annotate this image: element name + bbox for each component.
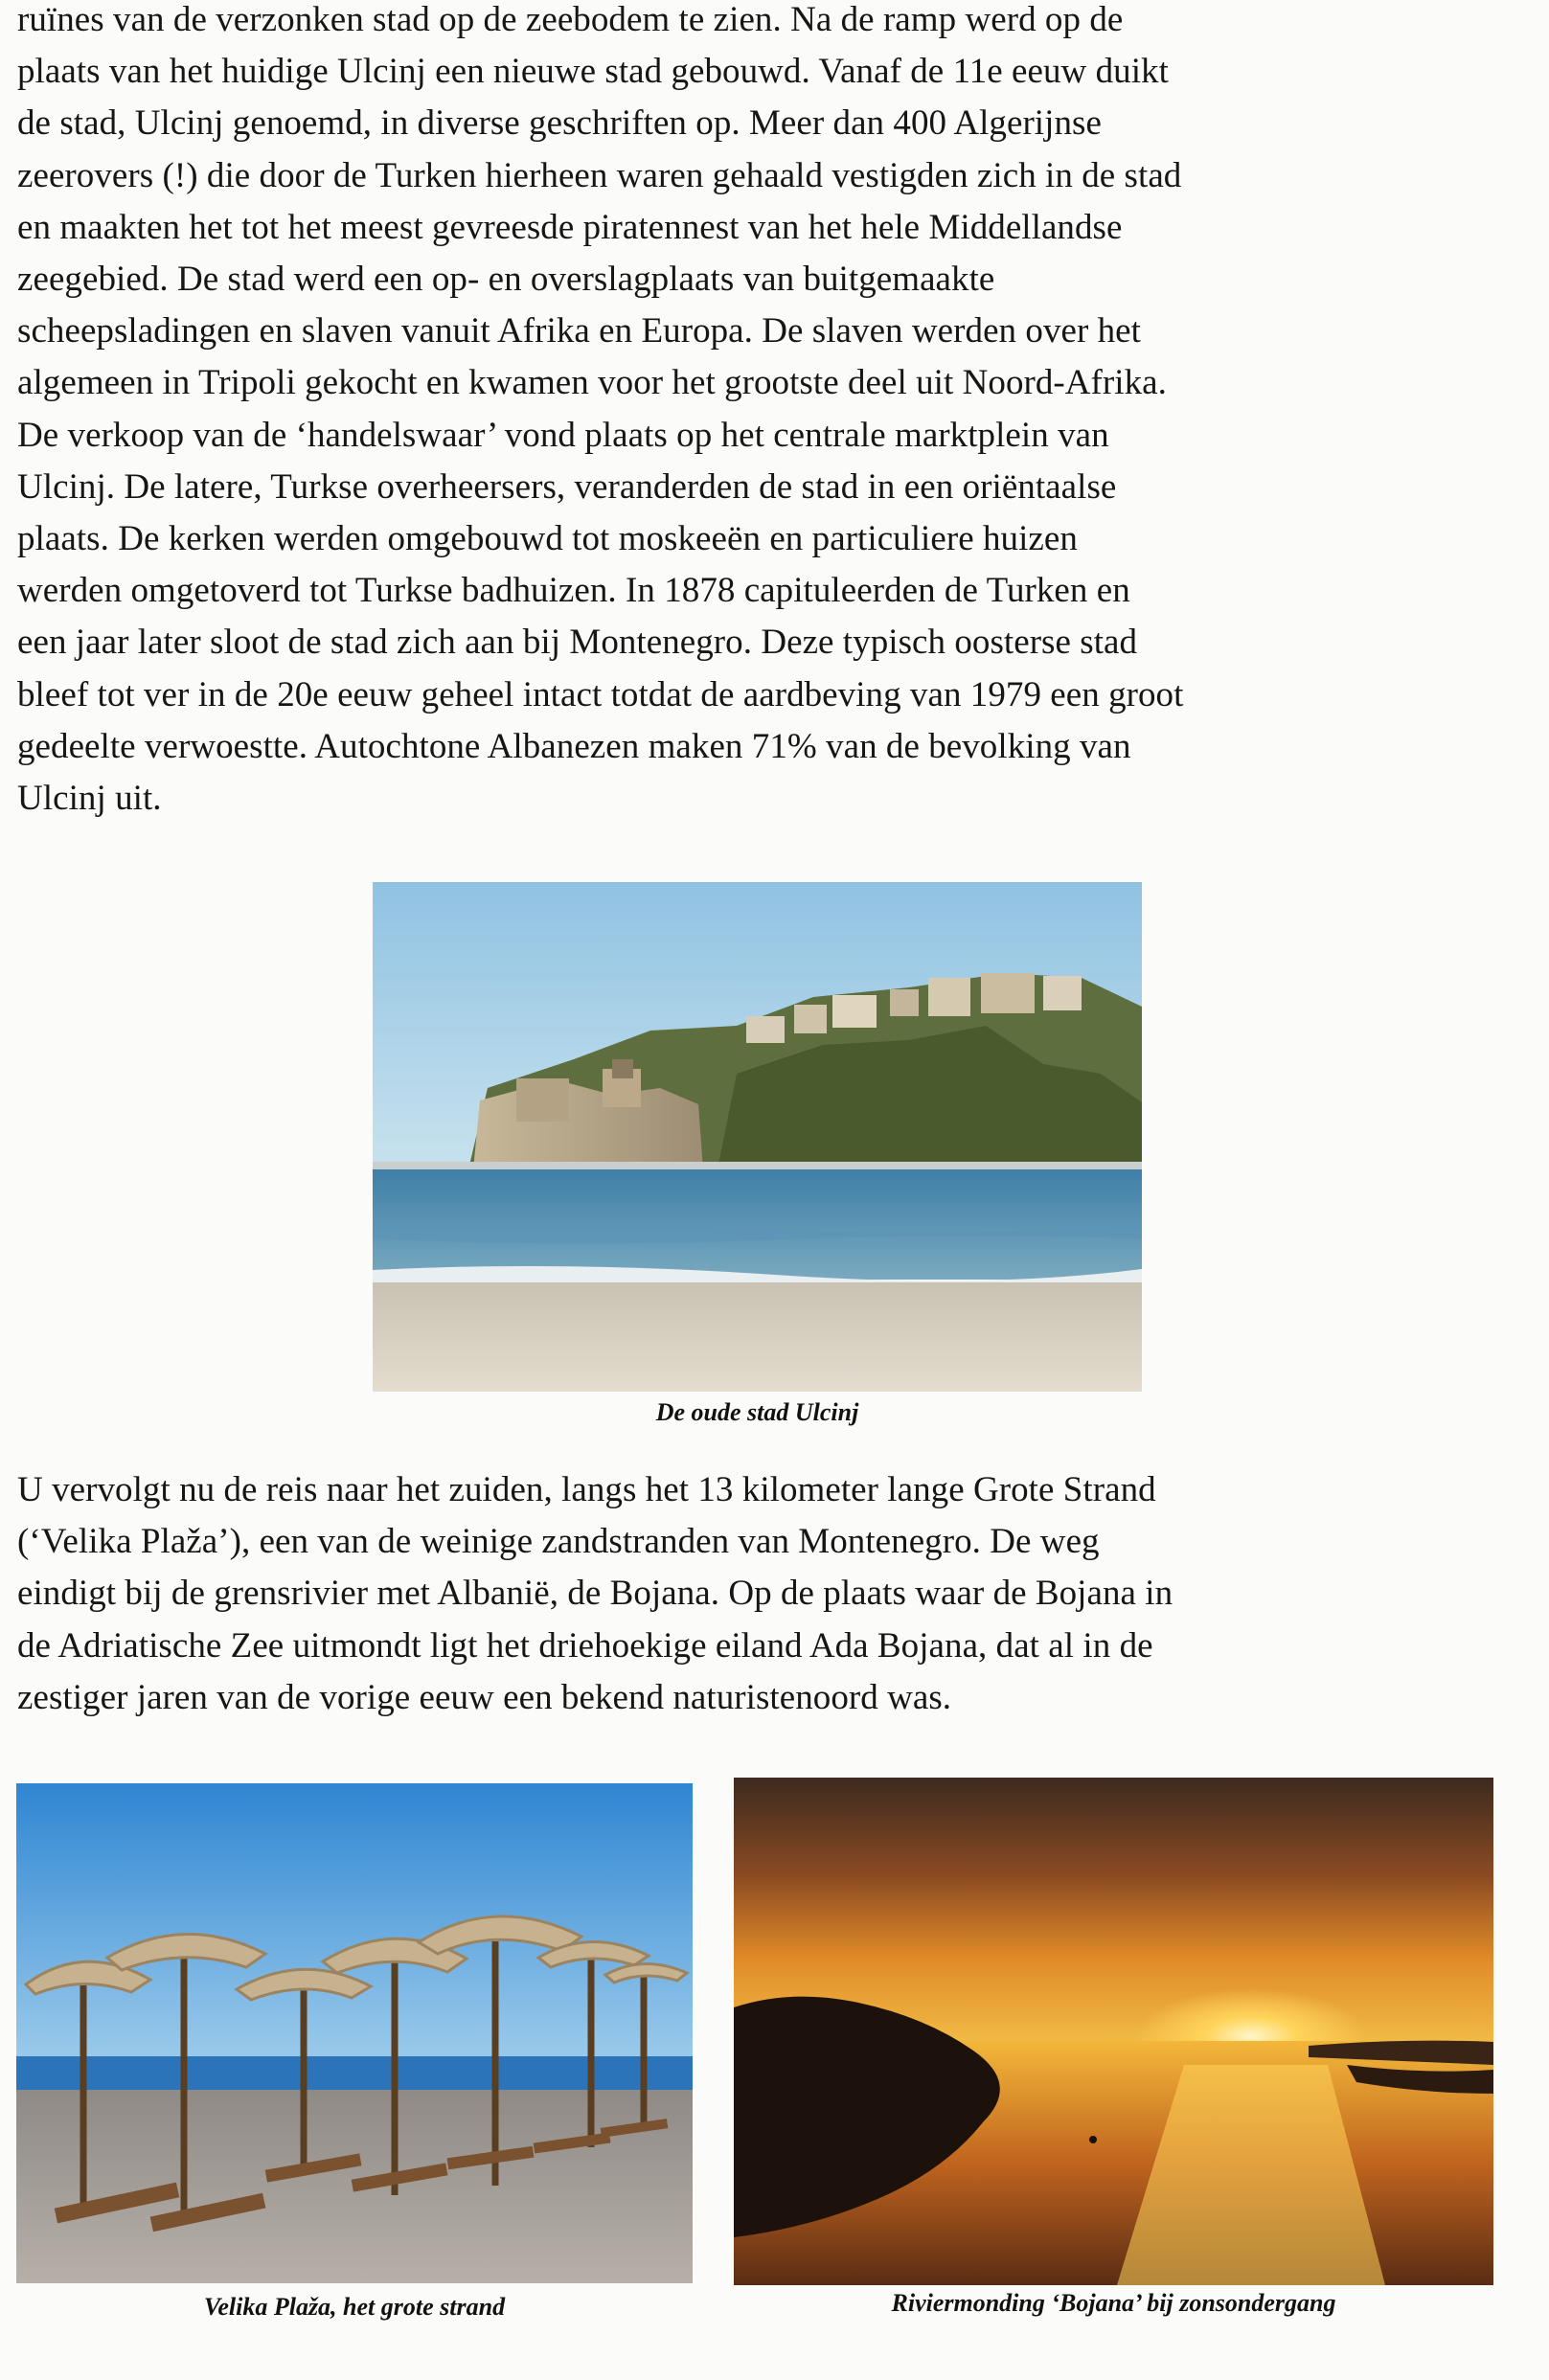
sunset-photo-caption: Riviermonding ‘Bojana’ bij zonsondergang: [891, 2289, 1336, 2317]
ulcinj-old-town-photo: [373, 882, 1142, 1392]
text-line: zeerovers (!) die door de Turken hierheen waren gehaald vestigden zich in de stad: [17, 155, 1182, 195]
text-line: scheepsladingen en slaven vanuit Afrika en Europa. De slaven werden over het: [17, 311, 1141, 351]
beach-photo-caption: Velika Plaža, het grote strand: [203, 2293, 506, 2321]
text-line: werden omgetoverd tot Turkse badhuizen. In 1878 capituleerden de Turken en: [17, 571, 1130, 611]
text-line: algemeen in Tripoli gekocht en kwamen voor het grootste deel uit Noord-Afrika.: [17, 363, 1167, 403]
text-line: (‘Velika Plaža’), een van de weinige zandstranden van Montenegro. De weg: [17, 1522, 1100, 1562]
text-line: U vervolgt nu de reis naar het zuiden, langs het 13 kilometer lange Grote Strand: [17, 1470, 1156, 1509]
text-line: zeegebied. De stad werd een op- en overslagplaats van buitgemaakte: [17, 260, 995, 300]
text-line: plaats. De kerken werden omgebouwd tot moskeeën en particuliere huizen: [17, 519, 1078, 559]
text-line: een jaar later sloot de stad zich aan bij Montenegro. Deze typisch oosterse stad: [17, 623, 1138, 663]
text-line: de stad, Ulcinj genoemd, in diverse geschriften op. Meer dan 400 Algerijnse: [17, 103, 1102, 144]
text-line: zestiger jaren van de vorige eeuw een bekend naturistenoord was.: [17, 1677, 952, 1717]
text-line: plaats van het huidige Ulcinj een nieuwe stad gebouwd. Vanaf de 11e eeuw duikt: [17, 52, 1169, 92]
text-line: eindigt bij de grensrivier met Albanië, de Bojana. Op de plaats waar de Bojana in: [17, 1574, 1173, 1614]
ulcinj-photo-caption: De oude stad Ulcinj: [655, 1398, 859, 1426]
velika-plaza-beach-photo: [16, 1783, 693, 2283]
text-line: de Adriatische Zee uitmondt ligt het driehoekige eiland Ada Bojana, dat al in de: [17, 1625, 1153, 1666]
text-line: bleef tot ver in de 20e eeuw geheel intact totdat de aardbeving van 1979 een groot: [17, 674, 1184, 714]
bojana-sunset-photo: [734, 1778, 1493, 2285]
text-line: en maakten het tot het meest gevreesde piratennest van het hele Middellandse: [17, 207, 1123, 247]
text-line: De verkoop van de ‘handelswaar’ vond plaats op het centrale marktplein van: [17, 415, 1109, 455]
journey-paragraph: [17, 1464, 1531, 1724]
text-line: gedeelte verwoestte. Autochtone Albanezen maken 71% van de bevolking van: [17, 726, 1131, 766]
history-paragraph: [17, 0, 1531, 825]
text-line: Ulcinj uit.: [17, 779, 162, 819]
text-line: Ulcinj. De latere, Turkse overheersers, veranderden de stad in een oriëntaalse: [17, 466, 1117, 507]
text-line: ruïnes van de verzonken stad op de zeebodem te zien. Na de ramp werd op de: [17, 0, 1124, 39]
